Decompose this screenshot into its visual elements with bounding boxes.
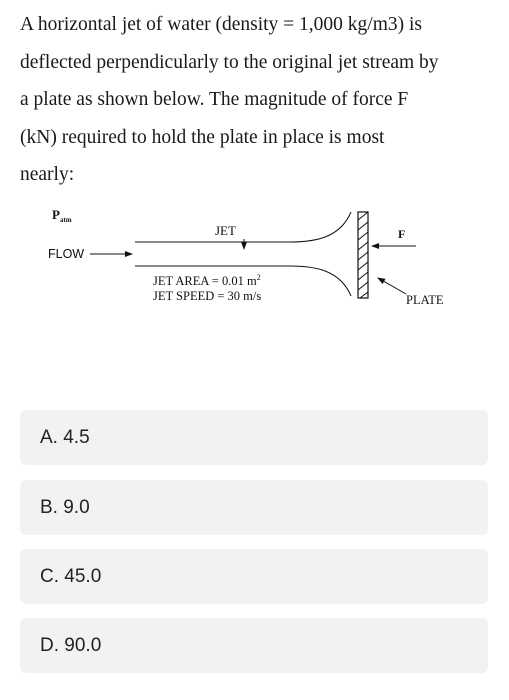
question-line-4: (kN) required to hold the plate in place is most [20, 126, 385, 148]
question-text [20, 6, 498, 194]
force-label: F [398, 227, 406, 241]
option-d-label: D. 90.0 [40, 634, 102, 656]
p-atm-label: $P_{atm}$ [52, 207, 72, 224]
question-line-1: A horizontal jet of water (density = 1,000 kg/m3) is [20, 14, 423, 35]
question-line-2: deflected perpendicularly to the original jet stream by [20, 51, 439, 73]
flow-label: FLOW [48, 247, 85, 261]
option-a[interactable] [20, 410, 488, 465]
jet-area-label: JET AREA = 0.01 $m^2$ [153, 273, 261, 288]
option-c[interactable] [20, 549, 488, 604]
jet-plate-diagram [40, 198, 470, 310]
plate [358, 212, 368, 298]
option-c-label: C. 45.0 [40, 565, 102, 587]
plate-label: PLATE [406, 293, 444, 307]
answer-options [20, 410, 488, 687]
question-line-5: nearly: [20, 164, 75, 185]
option-a-label: A. 4.5 [40, 426, 90, 448]
jet-speed-label: JET SPEED = 30 m/s [153, 289, 262, 303]
option-d[interactable] [20, 618, 488, 673]
option-b[interactable] [20, 480, 488, 535]
jet-upper-boundary [135, 212, 351, 242]
plate-pointer [378, 278, 406, 294]
option-b-label: B. 9.0 [40, 496, 90, 518]
question-line-3: a plate as shown below. The magnitude of force F [20, 89, 409, 110]
jet-label: JET [215, 223, 236, 238]
